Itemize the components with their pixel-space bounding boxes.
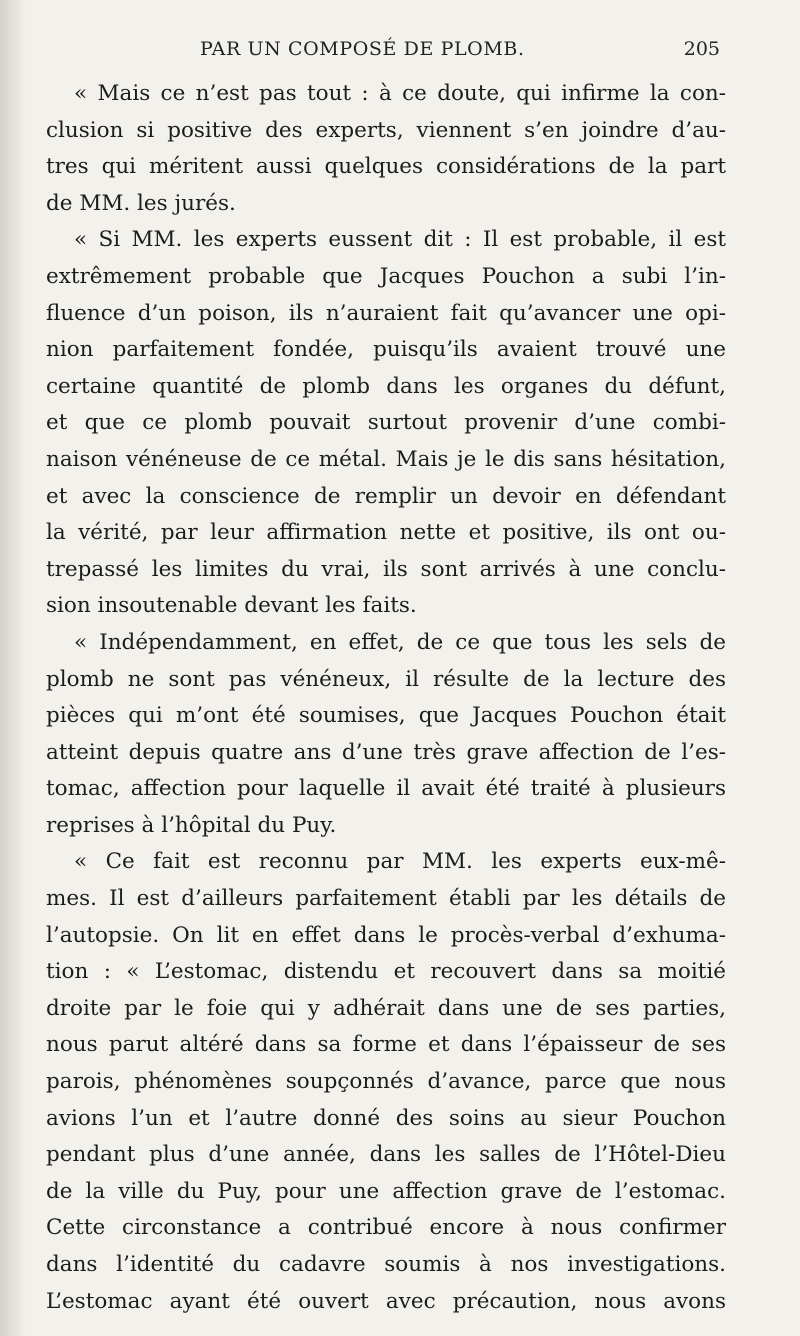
text-line: mes. Il est d’ailleurs parfaitement établi par les détails de <box>46 886 726 912</box>
text-line: pendant plus d’une année, dans les salles de l’Hôtel-Dieu <box>46 1142 726 1168</box>
text-line: tomac, affection pour laquelle il avait été traité à plusieurs <box>46 776 726 802</box>
text-line: nous parut altéré dans sa forme et dans l’épaisseur de ses <box>46 1032 726 1058</box>
running-title: PAR UN COMPOSÉ DE PLOMB. <box>200 38 525 60</box>
text-line: droite par le foie qui y adhérait dans une de ses parties, <box>46 995 726 1021</box>
text-line: fluence d’un poison, ils n’auraient fait qu’avancer une opi- <box>46 300 726 326</box>
text-line: « Ce fait est reconnu par MM. les experts eux-mê- <box>74 849 726 875</box>
text-line: clusion si positive des experts, viennent s’en joindre d’au- <box>46 117 726 143</box>
text-line: atteint depuis quatre ans d’une très grave affection de l’es- <box>46 739 726 765</box>
text-line: Cette circonstance a contribué encore à nous confirmer <box>46 1215 726 1241</box>
text-line: pièces qui m’ont été soumises, que Jacques Pouchon était <box>46 703 726 729</box>
text-line: nion parfaitement fondée, puisqu’ils avaient trouvé une <box>46 337 726 363</box>
page-gutter-shadow <box>0 0 26 1336</box>
text-line: reprises à l’hôpital du Puy. <box>46 812 337 838</box>
text-line: « Si MM. les experts eussent dit : Il est probable, il est <box>74 227 726 253</box>
text-line: de MM. les jurés. <box>46 190 236 216</box>
running-head <box>200 38 720 68</box>
text-line: naison vénéneuse de ce métal. Mais je le dis sans hésitation, <box>46 446 726 472</box>
text-line: plomb ne sont pas vénéneux, il résulte de la lecture des <box>46 666 726 692</box>
text-line: trepassé les limites du vrai, ils sont arrivés à une conclu- <box>46 556 726 582</box>
text-line: tres qui méritent aussi quelques considérations de la part <box>46 154 726 180</box>
text-line: « Indépendamment, en effet, de ce que tous les sels de <box>74 629 726 655</box>
text-line: dans l’identité du cadavre soumis à nos investigations. <box>46 1252 726 1277</box>
page-number: 205 <box>683 38 720 60</box>
text-line: avions l’un et l’autre donné des soins au sieur Pouchon <box>46 1105 726 1131</box>
text-line: et que ce plomb pouvait surtout provenir d’une combi- <box>46 410 726 436</box>
text-line: et avec la conscience de remplir un devoir en défendant <box>46 483 726 509</box>
text-line: sion insoutenable devant les faits. <box>46 593 417 619</box>
body-text <box>46 76 726 1320</box>
text-line: certaine quantité de plomb dans les organes du défunt, <box>46 373 726 399</box>
text-line: de la ville du Puy, pour une affection grave de l’estomac. <box>46 1178 726 1204</box>
text-line: la vérité, par leur affirmation nette et positive, ils ont ou- <box>46 520 726 546</box>
text-line: « Mais ce n’est pas tout : à ce doute, qui infirme la con- <box>74 81 726 106</box>
text-line: tion : « L’estomac, distendu et recouvert dans sa moitié <box>46 959 726 985</box>
text-line: parois, phénomènes soupçonnés d’avance, parce que nous <box>46 1069 726 1095</box>
text-line: L’estomac ayant été ouvert avec précaution, nous avons <box>46 1288 726 1314</box>
text-line: extrêmement probable que Jacques Pouchon a subi l’in- <box>46 263 726 289</box>
text-line: l’autopsie. On lit en effet dans le procès-verbal d’exhuma- <box>46 922 726 948</box>
